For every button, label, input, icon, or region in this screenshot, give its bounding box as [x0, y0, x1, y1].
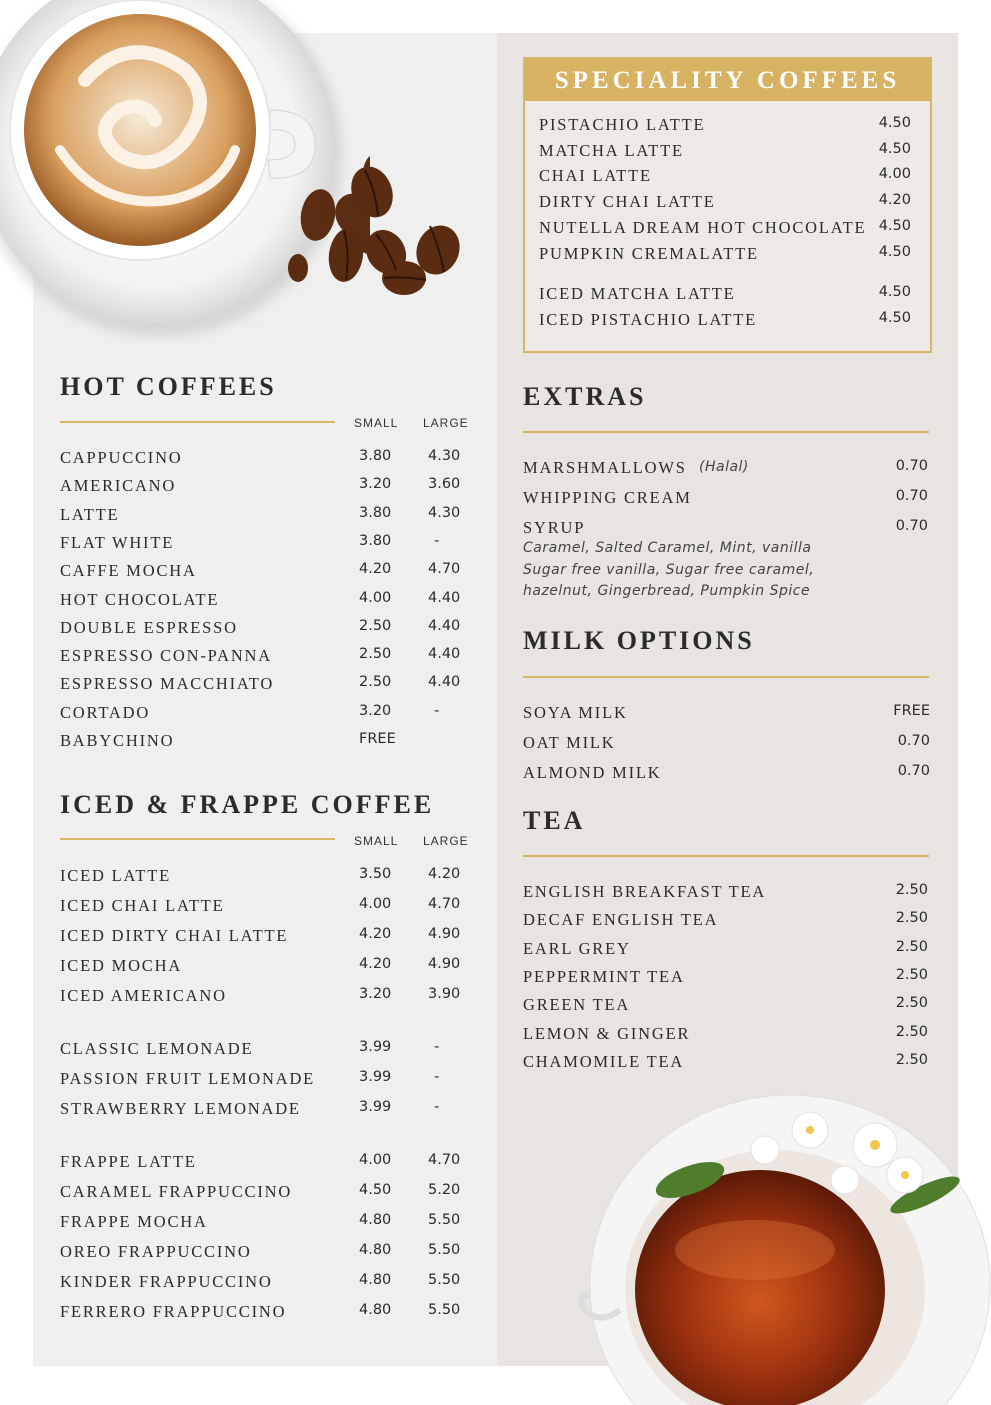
menu-row: [523, 458, 928, 482]
item-price: 2.50: [895, 995, 928, 1012]
price-large: 4.90: [428, 926, 461, 942]
hot-coffees-rule: [60, 421, 335, 423]
item-name: ICED MATCHA LATTE: [539, 284, 736, 303]
price-small: 3.80: [359, 504, 392, 521]
hot-coffees-col-small: SMALL: [354, 416, 399, 430]
menu-row: [539, 166, 911, 190]
menu-row: [60, 731, 480, 755]
item-price: 4.00: [878, 166, 911, 183]
price-large: 4.40: [428, 617, 461, 634]
item-name: ICED LATTE: [60, 866, 172, 885]
price-small: 3.20: [359, 986, 392, 1002]
milk-options-title: MILK OPTIONS: [523, 626, 755, 655]
menu-row: [523, 518, 928, 542]
menu-row: [523, 910, 928, 934]
price-large: 4.30: [428, 504, 461, 521]
syrup-flavour-line: hazelnut, Gingerbread, Pumpkin Spice: [523, 583, 811, 599]
price-small: 3.99: [359, 1099, 392, 1115]
price-small: 3.80: [359, 532, 392, 549]
item-price: 2.50: [895, 1051, 928, 1068]
price-small: 4.80: [359, 1212, 392, 1228]
menu-row: [523, 1052, 928, 1076]
item-name: DECAF ENGLISH TEA: [523, 910, 719, 930]
menu-row: [539, 310, 911, 334]
price-small: 3.80: [359, 448, 392, 464]
price-small: 4.00: [359, 896, 392, 912]
item-name: FLAT WHITE: [60, 532, 175, 552]
menu-row: [60, 561, 480, 585]
price-large: 4.40: [428, 646, 461, 663]
item-name: OREO FRAPPUCCINO: [60, 1242, 252, 1261]
item-name: ICED PISTACHIO LATTE: [539, 309, 757, 329]
item-price: FREE: [893, 703, 930, 719]
price-large: -: [434, 1069, 440, 1085]
menu-row: [60, 1069, 480, 1093]
menu-row: [523, 703, 930, 727]
price-large: 4.40: [428, 589, 461, 606]
menu-row: [523, 995, 928, 1019]
item-name: CAPPUCCINO: [60, 448, 183, 467]
item-name: ICED MOCHA: [60, 956, 183, 975]
item-name: SYRUP: [523, 518, 586, 537]
price-small: 4.00: [359, 589, 392, 606]
item-name: NUTELLA DREAM HOT CHOCOLATE: [539, 217, 867, 237]
iced-frappe-title: ICED & FRAPPE COFFEE: [60, 790, 435, 819]
price-small: 4.00: [359, 1152, 392, 1168]
price-small: 4.20: [359, 956, 392, 972]
item-name: KINDER FRAPPUCCINO: [60, 1272, 273, 1291]
price-small: 2.50: [359, 617, 392, 634]
price-large: -: [434, 1099, 440, 1115]
menu-row: [539, 192, 911, 216]
menu-row: [60, 505, 480, 529]
item-name: DIRTY CHAI LATTE: [539, 192, 716, 212]
price-large: 4.20: [428, 866, 461, 882]
price-large: 3.90: [428, 986, 461, 1002]
item-name: GREEN TEA: [523, 995, 631, 1015]
item-name: WHIPPING CREAM: [523, 488, 692, 507]
item-name: FERRERO FRAPPUCCINO: [60, 1302, 287, 1321]
menu-row: [539, 284, 911, 308]
item-price: 2.50: [895, 882, 928, 898]
milk-options-rule: [523, 676, 929, 678]
price-small: 4.50: [359, 1182, 392, 1198]
menu-row: [60, 674, 480, 698]
price-large: 5.50: [428, 1242, 461, 1258]
price-large: 5.20: [428, 1182, 461, 1198]
price-small: 3.99: [359, 1039, 392, 1055]
extras-rule: [523, 431, 929, 433]
price-large: 5.50: [428, 1212, 461, 1228]
menu-row: [60, 1039, 480, 1063]
speciality-title: SPECIALITY COFFEES: [525, 59, 930, 101]
item-name: EARL GREY: [523, 938, 631, 958]
item-name: LATTE: [60, 504, 120, 524]
price-small: 2.50: [359, 674, 392, 691]
price-small: 3.50: [359, 866, 392, 882]
item-name: STRAWBERRY LEMONADE: [60, 1099, 301, 1118]
menu-row: [539, 244, 911, 268]
item-price: 0.70: [895, 518, 928, 534]
menu-row: [60, 1152, 480, 1176]
iced-col-large: LARGE: [423, 834, 469, 848]
price-large: 4.70: [428, 896, 461, 912]
item-price: 2.50: [895, 938, 928, 955]
price-large: 4.90: [428, 956, 461, 972]
menu-row: [60, 926, 480, 950]
item-name: BABYCHINO: [60, 731, 175, 750]
item-name: PASSION FRUIT LEMONADE: [60, 1069, 316, 1088]
price-large: 4.70: [428, 1152, 461, 1168]
price-small: FREE: [359, 731, 396, 747]
menu-row: [523, 488, 928, 512]
item-price: 2.50: [895, 1023, 928, 1040]
extras-title: EXTRAS: [523, 382, 647, 411]
item-name: CAFFE MOCHA: [60, 561, 197, 581]
item-price: 0.70: [895, 488, 928, 504]
menu-row: [523, 763, 930, 787]
item-name: ICED DIRTY CHAI LATTE: [60, 926, 289, 945]
price-large: 5.50: [428, 1272, 461, 1288]
menu-row: [523, 1024, 928, 1048]
item-price: 4.50: [878, 217, 911, 234]
tea-title: TEA: [523, 806, 586, 835]
menu-row: [60, 1302, 480, 1326]
tea-rule: [523, 855, 929, 857]
price-large: 5.50: [428, 1302, 461, 1318]
item-name: MATCHA LATTE: [539, 140, 684, 160]
hot-coffees-col-large: LARGE: [423, 416, 469, 430]
price-small: 4.20: [359, 926, 392, 942]
price-large: 4.30: [428, 448, 461, 464]
menu-row: [539, 218, 911, 242]
item-name: CARAMEL FRAPPUCCINO: [60, 1182, 293, 1201]
item-name: SOYA MILK: [523, 703, 628, 722]
item-name: OAT MILK: [523, 733, 616, 752]
menu-row: [523, 733, 930, 757]
menu-row: [523, 882, 928, 906]
menu-row: [60, 1272, 480, 1296]
item-name: HOT CHOCOLATE: [60, 589, 220, 609]
menu-row: [60, 590, 480, 614]
item-price: 0.70: [895, 458, 928, 474]
menu-row: [60, 476, 480, 500]
menu-row: [60, 703, 480, 727]
menu-row: [60, 1182, 480, 1206]
hot-coffees-title: HOT COFFEES: [60, 372, 277, 401]
item-name: MARSHMALLOWS: [523, 458, 687, 477]
iced-frappe-rule: [60, 838, 335, 840]
price-large: 3.60: [428, 476, 461, 493]
menu-row: [60, 956, 480, 980]
price-small: 4.80: [359, 1272, 392, 1288]
item-name: CHAMOMILE TEA: [523, 1051, 685, 1071]
item-note: (Halal): [699, 459, 749, 475]
price-small: 4.80: [359, 1242, 392, 1258]
item-name: FRAPPE MOCHA: [60, 1212, 208, 1231]
item-name: PISTACHIO LATTE: [539, 115, 706, 134]
price-small: 4.20: [359, 561, 392, 578]
menu-row: [523, 939, 928, 963]
price-small: 2.50: [359, 646, 392, 663]
item-name: CLASSIC LEMONADE: [60, 1039, 254, 1058]
menu-row: [60, 533, 480, 557]
item-price: 4.50: [878, 309, 911, 326]
menu-row: [60, 646, 480, 670]
price-large: -: [434, 1039, 440, 1055]
item-price: 4.50: [878, 140, 911, 157]
item-name: FRAPPE LATTE: [60, 1152, 197, 1171]
item-price: 2.50: [895, 910, 928, 927]
menu-row: [60, 1212, 480, 1236]
price-small: 3.99: [359, 1069, 392, 1085]
menu-row: [539, 141, 911, 165]
menu-row: [523, 967, 928, 991]
item-name: ESPRESSO CON-PANNA: [60, 646, 272, 666]
item-price: 0.70: [897, 733, 930, 749]
item-name: PEPPERMINT TEA: [523, 966, 685, 986]
item-price: 4.20: [878, 192, 911, 209]
item-name: CHAI LATTE: [539, 166, 652, 186]
item-price: 4.50: [878, 243, 911, 260]
item-price: 4.50: [878, 284, 911, 300]
item-name: ESPRESSO MACCHIATO: [60, 674, 275, 694]
menu-row: [60, 1099, 480, 1123]
price-small: 3.20: [359, 476, 392, 493]
item-name: CORTADO: [60, 702, 151, 722]
item-price: 4.50: [878, 115, 911, 131]
price-large: 4.70: [428, 561, 461, 578]
price-large: 4.40: [428, 674, 461, 691]
item-price: 2.50: [895, 966, 928, 983]
item-name: DOUBLE ESPRESSO: [60, 617, 238, 637]
item-name: ALMOND MILK: [523, 763, 662, 782]
price-large: -: [434, 532, 440, 549]
item-name: PUMPKIN CREMALATTE: [539, 243, 759, 263]
item-name: ICED CHAI LATTE: [60, 896, 225, 915]
coffee-beans-image: [280, 160, 480, 320]
item-name: ICED AMERICANO: [60, 986, 227, 1005]
item-name: AMERICANO: [60, 476, 177, 496]
menu-row: [60, 448, 480, 472]
syrup-flavour-line: Caramel, Salted Caramel, Mint, vanilla: [523, 540, 812, 556]
price-small: 4.80: [359, 1302, 392, 1318]
item-name: ENGLISH BREAKFAST TEA: [523, 882, 767, 901]
price-large: -: [434, 702, 440, 719]
price-small: 3.20: [359, 702, 392, 719]
menu-row: [60, 866, 480, 890]
tea-cup-image: [575, 1085, 991, 1405]
iced-col-small: SMALL: [354, 834, 399, 848]
menu-row: [60, 618, 480, 642]
menu-row: [60, 1242, 480, 1266]
menu-row: [539, 115, 911, 139]
menu-row: [60, 896, 480, 920]
menu-row: [60, 986, 480, 1010]
item-price: 0.70: [897, 763, 930, 779]
syrup-flavour-line: Sugar free vanilla, Sugar free caramel,: [523, 561, 815, 578]
item-name: LEMON & GINGER: [523, 1023, 691, 1043]
